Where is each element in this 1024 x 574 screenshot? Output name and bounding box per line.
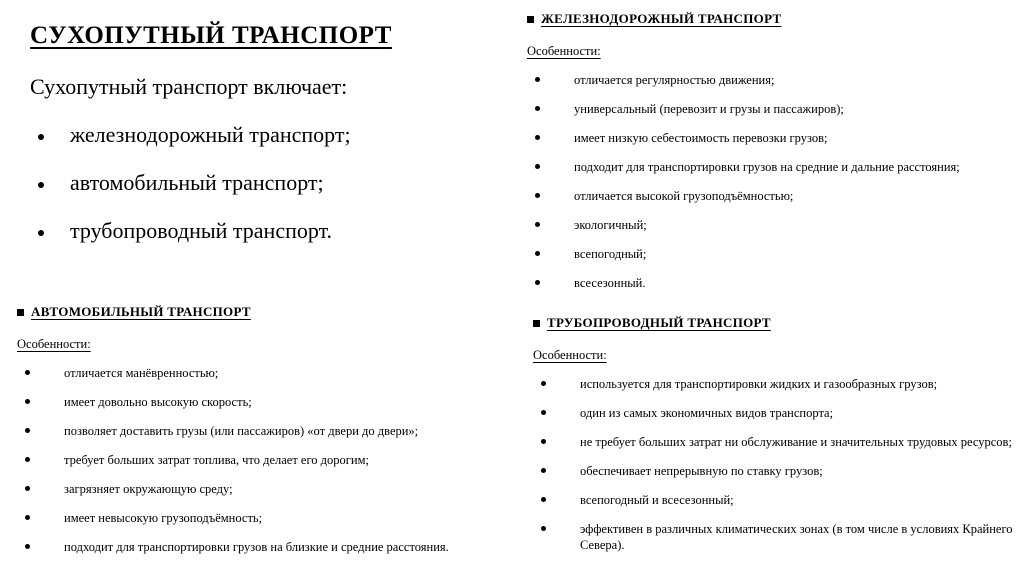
list-item-text: имеет низкую себестоимость перевозки грузов;	[574, 131, 828, 145]
section-pipeline-heading	[533, 315, 1022, 331]
intro-lead: Сухопутный транспорт включает:	[30, 74, 348, 99]
section-automobile-heading	[17, 304, 517, 320]
list-item	[533, 434, 1022, 450]
bullet-dot-icon	[541, 526, 546, 531]
features-label: Особенности:	[527, 44, 601, 58]
list-item	[527, 246, 1019, 262]
list-item	[533, 521, 1022, 553]
list-item	[17, 539, 517, 555]
bullet-dot-icon	[535, 135, 540, 140]
list-item-text: трубопроводный транспорт.	[70, 218, 333, 243]
bullet-dot-icon	[535, 251, 540, 256]
list-item-text: обеспечивает непрерывную по ставку грузов;	[580, 464, 823, 478]
list-item	[17, 423, 517, 439]
list-item-text: позволяет доставить грузы (или пассажиров) «от двери до двери»;	[64, 424, 419, 438]
list-item	[17, 481, 517, 497]
list-item	[17, 510, 517, 526]
list-item	[527, 101, 1019, 117]
bullet-dot-icon	[38, 182, 44, 188]
section-heading-text: АВТОМОБИЛЬНЫЙ ТРАНСПОРТ	[31, 304, 251, 319]
bullet-dot-icon	[535, 164, 540, 169]
list-item-text: автомобильный транспорт;	[70, 170, 324, 195]
features-label: Особенности:	[533, 348, 607, 362]
list-item	[527, 72, 1019, 88]
list-item-text: имеет невысокую грузоподъёмность;	[64, 511, 263, 525]
list-item-text: отличается регулярностью движения;	[574, 73, 775, 87]
list-item-text: требует больших затрат топлива, что делает его дорогим;	[64, 453, 369, 467]
railway-feature-list	[527, 72, 1019, 291]
list-item	[527, 130, 1019, 146]
bullet-dot-icon	[541, 410, 546, 415]
bullet-dot-icon	[535, 280, 540, 285]
list-item	[17, 394, 517, 410]
list-item-text: используется для транспортировки жидких и газообразных грузов;	[580, 377, 938, 391]
list-item-text: всесезонный.	[574, 276, 646, 290]
list-item-text: экологичный;	[574, 218, 647, 232]
bullet-dot-icon	[535, 193, 540, 198]
section-heading-text: ЖЕЛЕЗНОДОРОЖНЫЙ ТРАНСПОРТ	[541, 11, 782, 26]
bullet-dot-icon	[25, 457, 30, 462]
list-item	[533, 376, 1022, 392]
intro-list	[30, 122, 490, 244]
bullet-dot-icon	[541, 381, 546, 386]
bullet-dot-icon	[38, 230, 44, 236]
list-item-text: отличается манёвренностью;	[64, 366, 219, 380]
section-pipeline	[533, 315, 1022, 553]
square-bullet-icon	[527, 16, 534, 23]
list-item-text: универсальный (перевозит и грузы и пассажиров);	[574, 102, 844, 116]
list-item-text: не требует больших затрат ни обслуживание и значительных трудовых ресурсов;	[580, 435, 1012, 449]
list-item	[30, 170, 490, 196]
bullet-dot-icon	[25, 370, 30, 375]
bullet-dot-icon	[25, 486, 30, 491]
features-label: Особенности:	[17, 337, 91, 351]
list-item-text: один из самых экономичных видов транспорта;	[580, 406, 834, 420]
list-item	[527, 275, 1019, 291]
list-item-text: загрязняет окружающую среду;	[64, 482, 233, 496]
bullet-dot-icon	[25, 428, 30, 433]
bullet-dot-icon	[541, 439, 546, 444]
list-item	[527, 159, 1019, 175]
section-heading-text: ТРУБОПРОВОДНЫЙ ТРАНСПОРТ	[547, 315, 771, 330]
bullet-dot-icon	[38, 134, 44, 140]
bullet-dot-icon	[25, 515, 30, 520]
list-item-text: имеет довольно высокую скорость;	[64, 395, 252, 409]
list-item	[17, 452, 517, 468]
list-item-text: эффективен в различных климатических зонах (в том числе в условиях Крайнего Севера).	[580, 522, 1013, 552]
list-item	[533, 463, 1022, 479]
square-bullet-icon	[533, 320, 540, 327]
section-railway-heading	[527, 11, 1019, 27]
list-item	[527, 217, 1019, 233]
list-item-text: подходит для транспортировки грузов на близкие и средние расстояния.	[64, 540, 449, 554]
list-item	[30, 122, 490, 148]
automobile-feature-list	[17, 365, 517, 555]
list-item-text: подходит для транспортировки грузов на средние и дальние расстояния;	[574, 160, 960, 174]
list-item-text: железнодорожный транспорт;	[70, 122, 351, 147]
section-railway	[527, 11, 1019, 291]
bullet-dot-icon	[25, 544, 30, 549]
list-item	[533, 492, 1022, 508]
bullet-dot-icon	[535, 77, 540, 82]
list-item	[30, 218, 490, 244]
list-item-text: всепогодный;	[574, 247, 647, 261]
pipeline-feature-list	[533, 376, 1022, 553]
list-item-text: всепогодный и всесезонный;	[580, 493, 734, 507]
list-item	[527, 188, 1019, 204]
square-bullet-icon	[17, 309, 24, 316]
bullet-dot-icon	[25, 399, 30, 404]
section-automobile	[17, 304, 517, 555]
intro-block	[30, 22, 490, 244]
list-item	[533, 405, 1022, 421]
bullet-dot-icon	[535, 222, 540, 227]
list-item-text: отличается высокой грузоподъёмностью;	[574, 189, 794, 203]
list-item	[17, 365, 517, 381]
bullet-dot-icon	[535, 106, 540, 111]
bullet-dot-icon	[541, 497, 546, 502]
page-title: СУХОПУТНЫЙ ТРАНСПОРТ	[30, 22, 392, 49]
bullet-dot-icon	[541, 468, 546, 473]
